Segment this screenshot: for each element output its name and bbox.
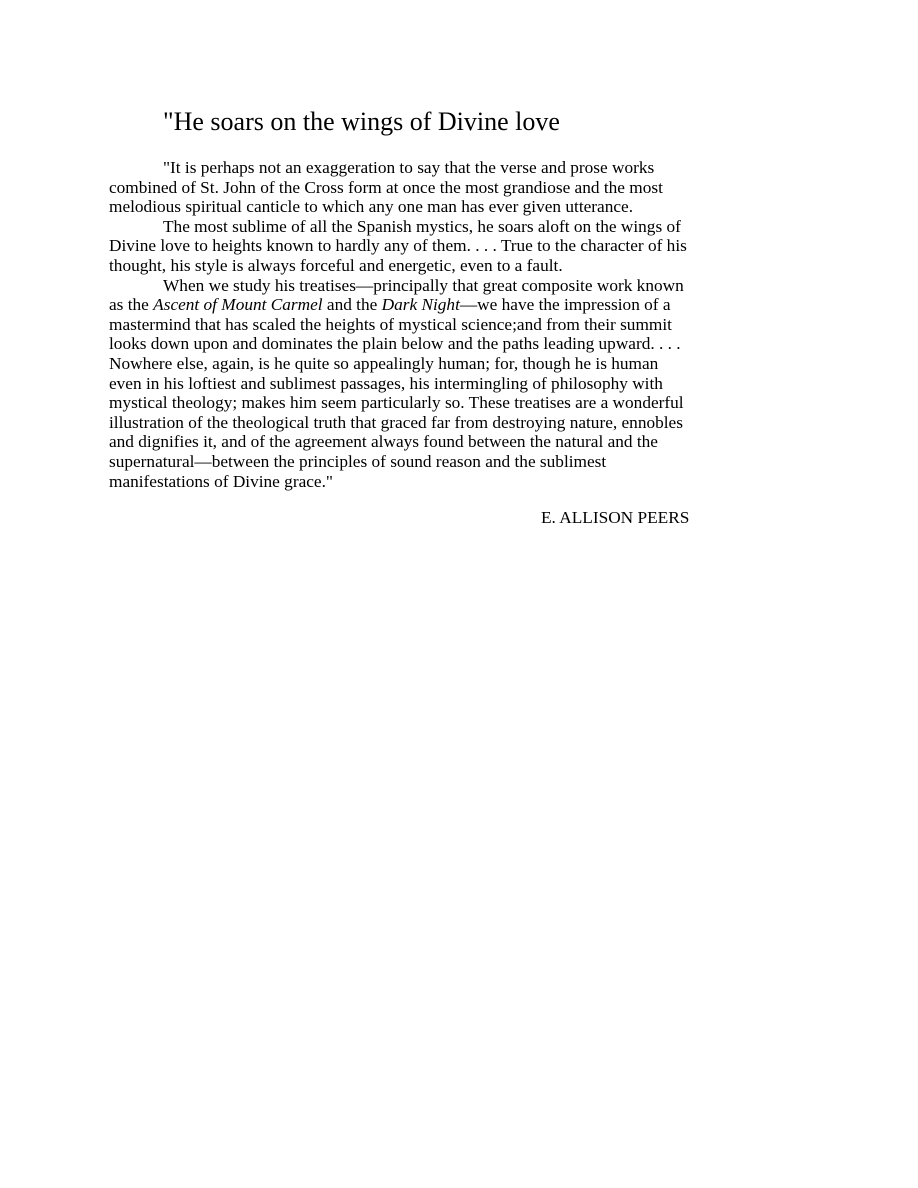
author-signature: E. ALLISON PEERS bbox=[541, 508, 690, 527]
quotation-body bbox=[109, 158, 814, 491]
book-title-ascent: Ascent of Mount Carmel bbox=[153, 295, 323, 315]
text-line: and dignifies it, and of the agreement always found between the natural and the bbox=[109, 432, 658, 452]
page-heading: "He soars on the wings of Divine love bbox=[163, 107, 560, 136]
text-fragment: —we have the impression of a bbox=[459, 295, 671, 315]
text-line: melodious spiritual canticle to which any one man has ever given utterance. bbox=[109, 197, 634, 217]
text-line: mystical theology; makes him seem particularly so. These treatises are a wonderful bbox=[109, 393, 684, 413]
paragraph-2 bbox=[109, 217, 814, 276]
text-fragment: as the bbox=[109, 295, 154, 315]
text-line: Divine love to heights known to hardly any of them. . . . True to the character of his bbox=[109, 236, 687, 256]
text-line: mastermind that has scaled the heights of mystical science;and from their summit bbox=[109, 314, 672, 334]
text-line: manifestations of Divine grace." bbox=[109, 471, 333, 491]
text-line: illustration of the theological truth that graced far from destroying nature, ennobles bbox=[109, 412, 683, 432]
paragraph-3 bbox=[109, 276, 814, 492]
text-line: When we study his treatises—principally that great composite work known bbox=[163, 275, 684, 295]
book-title-dark-night: Dark Night bbox=[381, 295, 460, 315]
text-line-with-titles bbox=[109, 295, 814, 315]
text-line: "It is perhaps not an exaggeration to say that the verse and prose works bbox=[163, 158, 655, 177]
text-line: combined of St. John of the Cross form at once the most grandiose and the most bbox=[109, 177, 663, 197]
text-fragment: and the bbox=[322, 295, 382, 315]
text-line: supernatural—between the principles of sound reason and the sublimest bbox=[109, 451, 607, 471]
text-line: The most sublime of all the Spanish mystics, he soars aloft on the wings of bbox=[163, 216, 681, 236]
text-line: thought, his style is always forceful and energetic, even to a fault. bbox=[109, 255, 563, 275]
text-line: looks down upon and dominates the plain below and the paths leading upward. . . . bbox=[109, 334, 681, 354]
text-line: Nowhere else, again, is he quite so appealingly human; for, though he is human bbox=[109, 353, 659, 373]
paragraph-1 bbox=[109, 158, 814, 217]
text-line: even in his loftiest and sublimest passages, his intermingling of philosophy with bbox=[109, 373, 663, 393]
